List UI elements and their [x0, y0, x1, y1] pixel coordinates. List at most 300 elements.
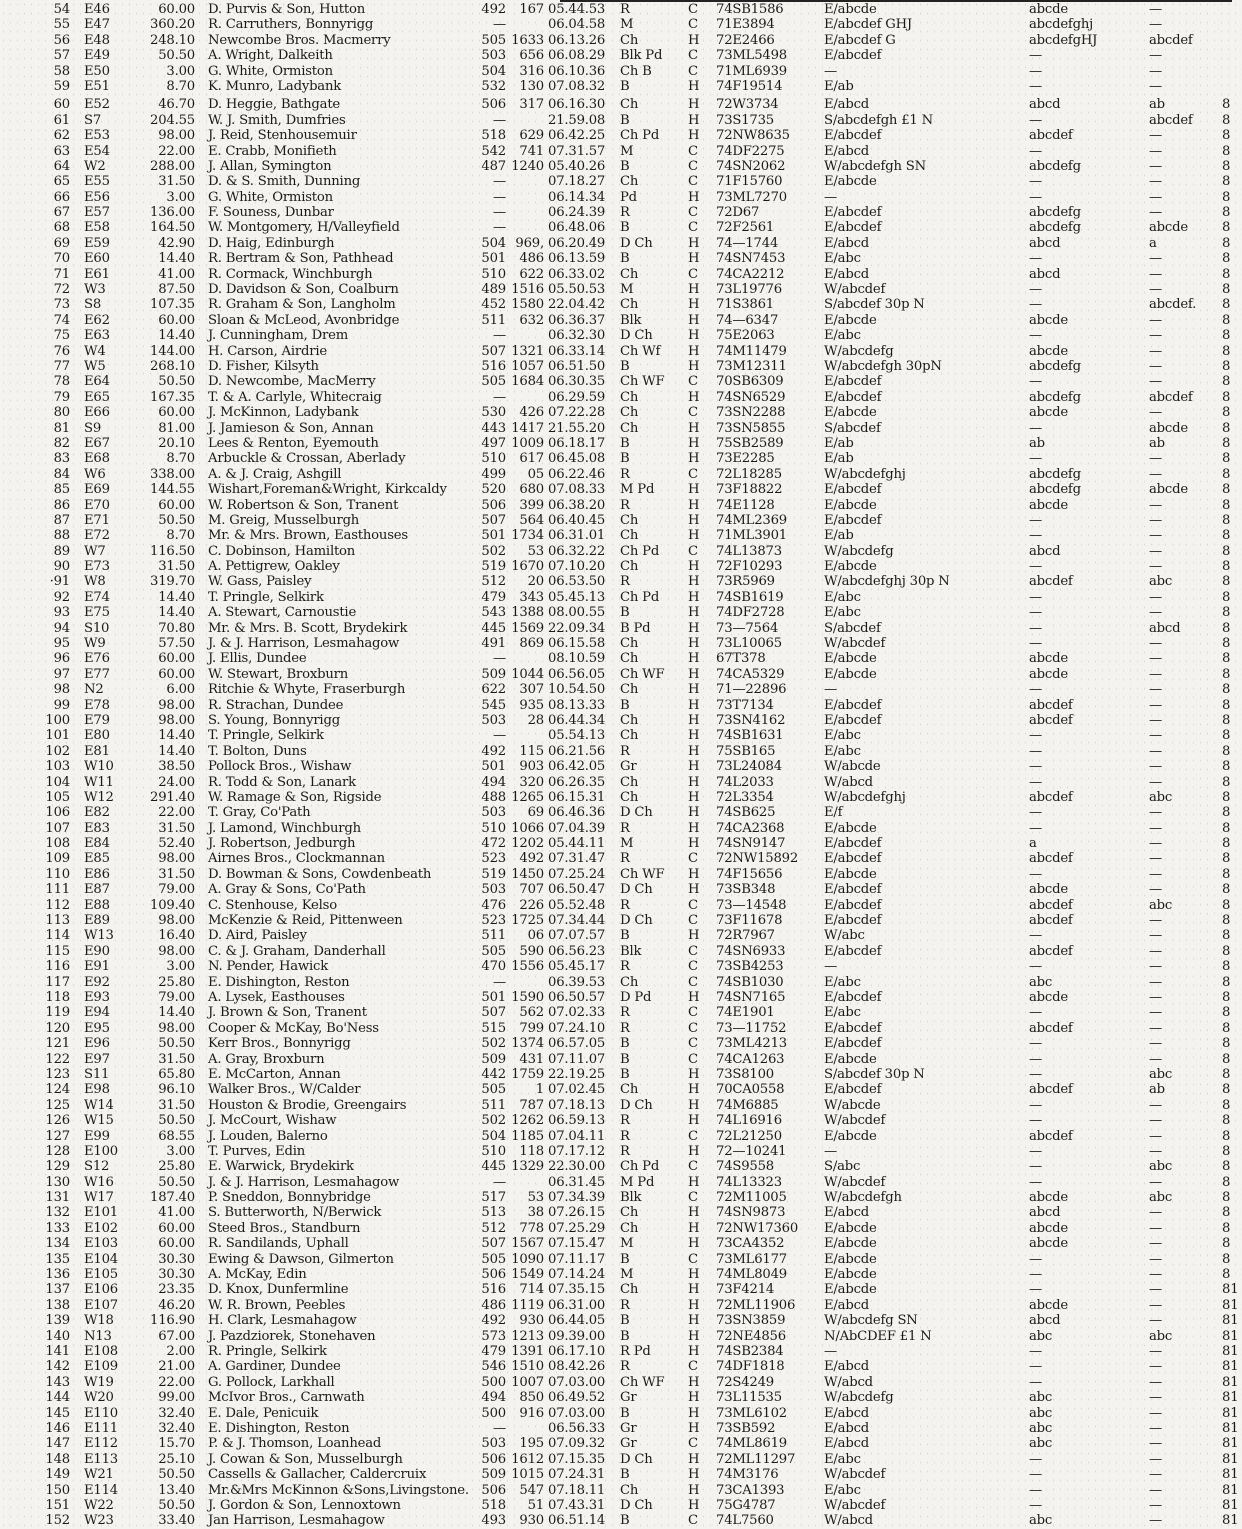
prize-amount: 116.90 — [150, 1313, 195, 1329]
pools-a: abcd — [1029, 235, 1061, 251]
sex-code: C — [688, 1251, 698, 1267]
pools-a: ab — [1029, 435, 1045, 451]
sex-code: H — [688, 1205, 700, 1221]
race-time: 07.10.20 — [548, 559, 606, 575]
race-time: 06.45.08 — [548, 451, 606, 467]
entry-pools: W/abcdef — [824, 282, 886, 298]
table-row — [0, 1175, 1232, 1190]
bird-colour: R — [620, 897, 630, 913]
pools-a: — — [1029, 959, 1042, 975]
prize-amount: 14.40 — [158, 1005, 195, 1021]
prize-amount: 107.35 — [150, 297, 195, 313]
race-time: 07.08.32 — [548, 78, 606, 94]
table-row — [0, 1374, 1239, 1390]
entry-number: 97 — [53, 666, 70, 682]
prize-amount: 268.10 — [150, 358, 195, 374]
race-time: 07.24.10 — [548, 1020, 606, 1036]
owner-location: D. Knox, Dunfermline — [208, 1282, 349, 1298]
owner-location: C. & J. Graham, Danderhall — [208, 943, 386, 959]
cut-off-value: 8 — [1222, 189, 1231, 205]
bird-colour: Blk — [620, 312, 642, 328]
prize-amount: 3.00 — [166, 63, 195, 79]
ref-code: E94 — [84, 1005, 110, 1021]
cut-off-value: 8 — [1222, 1036, 1231, 1052]
position-number: 1262 — [511, 1113, 544, 1129]
owner-location: D. Davidson & Son, Coalburn — [208, 282, 399, 298]
prize-amount: 31.50 — [158, 1051, 195, 1067]
ref-code: E111 — [84, 1420, 118, 1436]
prize-amount: 32.40 — [158, 1420, 195, 1436]
pen-number: 491 — [481, 636, 506, 652]
owner-location: A. Gray, Broxburn — [208, 1051, 325, 1067]
bird-colour: B — [620, 358, 630, 374]
table-row — [0, 728, 1232, 743]
table-row — [0, 113, 1232, 128]
bird-colour: R — [620, 959, 630, 975]
prize-amount: 31.50 — [158, 866, 195, 882]
pools-a: abcd — [1029, 1205, 1061, 1221]
race-time: 05.45.17 — [548, 959, 606, 975]
ref-code: E114 — [84, 1482, 118, 1498]
table-row — [0, 190, 1232, 205]
pools-a: abc — [1029, 1420, 1053, 1436]
pools-a: abc — [1029, 1405, 1053, 1421]
ref-code: E84 — [84, 836, 110, 852]
bird-colour: Ch — [620, 636, 639, 652]
race-time: 06.14.34 — [548, 189, 606, 205]
prize-amount: 319.70 — [150, 574, 195, 590]
prize-amount: 46.70 — [158, 97, 195, 113]
owner-location: D. Bowman & Sons, Cowdenbeath — [208, 866, 432, 882]
pools-b: — — [1149, 358, 1162, 374]
owner-location: Pollock Bros., Wishaw — [208, 759, 352, 775]
ring-number: 73F4214 — [716, 1282, 775, 1298]
ref-code: N2 — [84, 682, 104, 698]
table-row — [0, 1359, 1239, 1375]
pen-number: 500 — [481, 1405, 506, 1421]
owner-location: J. Reid, Stenhousemuir — [208, 128, 357, 144]
entry-number: 137 — [45, 1282, 70, 1298]
bird-colour: Gr — [620, 1390, 637, 1406]
table-row — [0, 790, 1232, 805]
cut-off-value: 8 — [1222, 1205, 1231, 1221]
entry-pools: E/abc — [824, 1451, 861, 1467]
entry-number: 108 — [45, 836, 70, 852]
position-number: 1090 — [511, 1251, 544, 1267]
ref-code: E64 — [84, 374, 110, 390]
pools-b: abc — [1149, 1190, 1173, 1206]
prize-amount: 50.50 — [158, 1467, 195, 1483]
pen-number: 530 — [481, 405, 506, 421]
entry-number: 61 — [53, 112, 70, 128]
prize-amount: 41.00 — [158, 1205, 195, 1221]
bird-colour: B — [620, 1051, 630, 1067]
pools-b: a — [1149, 235, 1157, 251]
ring-number: 72—10241 — [716, 1143, 787, 1159]
ref-code: E110 — [84, 1405, 118, 1421]
entry-number: 141 — [45, 1343, 70, 1359]
table-row — [0, 559, 1232, 574]
pools-b: — — [1149, 17, 1162, 33]
pools-b: ab — [1149, 97, 1165, 113]
cut-off-value: 8 — [1222, 1267, 1231, 1283]
cut-off-value: 8 — [1222, 405, 1231, 421]
position-number: 629 — [519, 128, 544, 144]
pools-b: — — [1149, 205, 1162, 221]
ring-number: 73SB592 — [716, 1420, 776, 1436]
sex-code: C — [688, 943, 698, 959]
ring-number: 75E2063 — [716, 328, 775, 344]
race-time: 06.32.22 — [548, 543, 606, 559]
entry-number: 111 — [45, 882, 70, 898]
pools-b: — — [1149, 497, 1162, 513]
ref-code: E76 — [84, 651, 110, 667]
prize-amount: 3.00 — [166, 1143, 195, 1159]
ref-code: E46 — [84, 2, 110, 17]
bird-colour: Ch — [620, 1220, 639, 1236]
owner-location: Newcombe Bros. Macmerry — [208, 32, 391, 48]
entry-pools: E/ab — [824, 435, 854, 451]
race-time: 06.44.05 — [548, 1313, 606, 1329]
pen-number: 476 — [481, 897, 506, 913]
entry-number: 152 — [45, 1513, 70, 1529]
sex-code: H — [688, 1282, 700, 1298]
pen-number: 506 — [481, 97, 506, 113]
ring-number: 71E3894 — [716, 17, 775, 33]
sex-code: H — [688, 282, 700, 298]
pen-number: 503 — [481, 712, 506, 728]
race-time: 07.14.24 — [548, 1267, 606, 1283]
owner-location: Airnes Bros., Clockmannan — [208, 851, 385, 867]
ref-code: E85 — [84, 851, 110, 867]
position-number: 1569 — [511, 620, 544, 636]
owner-location: J. McKinnon, Ladybank — [208, 405, 359, 421]
bird-colour: D Ch — [620, 1451, 653, 1467]
owner-location: Steed Bros., Standburn — [208, 1220, 361, 1236]
pen-number: 501 — [481, 528, 506, 544]
race-time: 06.04.58 — [548, 17, 606, 33]
table-row — [0, 636, 1232, 651]
bird-colour: R — [620, 466, 630, 482]
bird-colour: R — [620, 820, 630, 836]
pen-number: — — [493, 220, 506, 236]
bird-colour: M Pd — [620, 1174, 655, 1190]
entry-number: 114 — [45, 928, 70, 944]
pools-a: abcdefg — [1029, 358, 1081, 374]
pen-number: 505 — [481, 1251, 506, 1267]
entry-pools: E/abcdef — [824, 1020, 882, 1036]
race-time: 06.20.49 — [548, 235, 606, 251]
table-row — [0, 1297, 1239, 1313]
entry-pools: E/abc — [824, 974, 861, 990]
pen-number: 504 — [481, 1128, 506, 1144]
ref-code: E96 — [84, 1036, 110, 1052]
entry-number: 92 — [53, 589, 70, 605]
entry-pools: W/abcdef — [824, 636, 886, 652]
sex-code: H — [688, 1174, 700, 1190]
entry-pools: E/abcde — [824, 1128, 877, 1144]
position-number: 1321 — [511, 343, 544, 359]
entry-pools: E/f — [824, 805, 843, 821]
owner-location: W. Stewart, Broxburn — [208, 666, 349, 682]
entry-number: 132 — [45, 1205, 70, 1221]
bird-colour: Ch Pd — [620, 1159, 660, 1175]
prize-amount: 14.40 — [158, 589, 195, 605]
entry-number: 87 — [53, 512, 70, 528]
position-number: 28 — [527, 712, 544, 728]
table-row — [0, 928, 1232, 943]
pools-b: abcd — [1149, 620, 1181, 636]
sex-code: C — [688, 1359, 698, 1375]
ref-code: W10 — [84, 759, 114, 775]
pools-b: — — [1149, 1128, 1162, 1144]
ref-code: E81 — [84, 743, 110, 759]
entry-pools: W/abcd — [824, 774, 873, 790]
ring-number: 73L11535 — [716, 1390, 782, 1406]
owner-location: R. Cormack, Winchburgh — [208, 266, 373, 282]
ring-number: 74ML8619 — [716, 1436, 788, 1452]
race-time: 06.50.57 — [548, 990, 606, 1005]
pen-number: 516 — [481, 358, 506, 374]
ref-code: E71 — [84, 512, 110, 528]
pen-number: 493 — [481, 1513, 506, 1529]
table-row — [0, 959, 1232, 974]
position-number: 1213 — [511, 1328, 544, 1344]
ref-code: E60 — [84, 251, 110, 267]
pools-b: — — [1149, 605, 1162, 621]
position-number: 1202 — [511, 836, 544, 852]
sex-code: H — [688, 728, 700, 744]
prize-amount: 291.40 — [150, 789, 195, 805]
pen-number: 445 — [481, 620, 506, 636]
ref-code: W11 — [84, 774, 114, 790]
ring-number: 71S3861 — [716, 297, 774, 313]
sex-code: C — [688, 405, 698, 421]
cut-off-value: 81 — [1222, 1374, 1239, 1390]
bird-colour: M — [620, 836, 634, 852]
bird-colour: R — [620, 1143, 630, 1159]
entry-pools: W/abcdefghj — [824, 466, 906, 482]
bird-colour: B — [620, 251, 630, 267]
bird-colour: Ch — [620, 405, 639, 421]
pen-number: 516 — [481, 1282, 506, 1298]
ref-code: E78 — [84, 697, 110, 713]
entry-number: 66 — [53, 189, 70, 205]
race-time: 08.00.55 — [548, 605, 606, 621]
ref-code: E91 — [84, 959, 110, 975]
bird-colour: Ch — [620, 789, 639, 805]
cut-off-value: 81 — [1222, 1467, 1239, 1483]
ring-number: 73CA4352 — [716, 1236, 785, 1252]
sex-code: H — [688, 743, 700, 759]
ring-number: 73L24084 — [716, 759, 782, 775]
entry-number: 120 — [45, 1020, 70, 1036]
entry-number: 69 — [53, 235, 70, 251]
entry-number: 96 — [53, 651, 70, 667]
owner-location: J. & J. Harrison, Lesmahagow — [208, 1174, 400, 1190]
pen-number: 505 — [481, 374, 506, 390]
race-time: 07.15.47 — [548, 1236, 606, 1252]
pools-b: — — [1149, 866, 1162, 882]
bird-colour: Ch — [620, 712, 639, 728]
entry-pools: E/abcd — [824, 235, 870, 251]
sex-code: C — [688, 1051, 698, 1067]
entry-pools: W/abcdefghj 30p N — [824, 574, 950, 590]
prize-amount: 187.40 — [150, 1190, 195, 1206]
race-time: 06.59.13 — [548, 1113, 606, 1129]
entry-number: 124 — [45, 1082, 70, 1098]
entry-pools: E/abc — [824, 328, 861, 344]
pools-b: — — [1149, 836, 1162, 852]
table-row — [0, 1467, 1239, 1483]
entry-pools: E/abcdef — [824, 943, 882, 959]
cut-off-value: 8 — [1222, 220, 1231, 236]
sex-code: H — [688, 697, 700, 713]
pools-a: — — [1029, 1374, 1042, 1390]
race-time: 07.08.33 — [548, 482, 606, 498]
owner-location: J. Robertson, Jedburgh — [208, 836, 356, 852]
sex-code: H — [688, 1451, 700, 1467]
race-time: 08.10.59 — [548, 651, 606, 667]
owner-location: A. Lysek, Easthouses — [208, 990, 345, 1005]
race-time: 21.59.08 — [548, 112, 606, 128]
prize-amount: 20.10 — [158, 435, 195, 451]
pools-b: — — [1149, 63, 1162, 79]
owner-location: J. Cowan & Son, Musselburgh — [208, 1451, 403, 1467]
position-number: 320 — [519, 774, 544, 790]
ref-code: E77 — [84, 666, 110, 682]
ring-number: 74M11479 — [716, 343, 787, 359]
table-row — [0, 898, 1232, 913]
cut-off-value: 8 — [1222, 666, 1231, 682]
bird-colour: D Ch — [620, 805, 653, 821]
owner-location: Ewing & Dawson, Gilmerton — [208, 1251, 394, 1267]
pools-b: — — [1149, 959, 1162, 975]
race-time: 06.44.34 — [548, 712, 606, 728]
bird-colour: B — [620, 1513, 630, 1529]
sex-code: H — [688, 112, 700, 128]
pools-b: — — [1149, 697, 1162, 713]
pools-b: — — [1149, 1390, 1162, 1406]
ref-code: W9 — [84, 636, 106, 652]
pools-a: — — [1029, 1467, 1042, 1483]
bird-colour: B — [620, 1313, 630, 1329]
entry-number: 104 — [45, 774, 70, 790]
pen-number: 506 — [481, 1451, 506, 1467]
sex-code: C — [688, 1036, 698, 1052]
position-number: 1374 — [511, 1036, 544, 1052]
ref-code: E79 — [84, 712, 110, 728]
table-row — [0, 33, 1232, 48]
entry-number: 112 — [45, 897, 70, 913]
pools-b: — — [1149, 1005, 1162, 1021]
pen-number: 505 — [481, 943, 506, 959]
owner-location: J. Cunningham, Drem — [208, 328, 348, 344]
cut-off-value: 81 — [1222, 1343, 1239, 1359]
ref-code: E108 — [84, 1343, 118, 1359]
bird-colour: Ch WF — [620, 374, 665, 390]
position-number: 1734 — [511, 528, 544, 544]
bird-colour: R — [620, 1128, 630, 1144]
pools-a: abcdef — [1029, 1020, 1073, 1036]
entry-pools: E/abc — [824, 743, 861, 759]
table-row — [0, 97, 1232, 112]
position-number: 869 — [519, 636, 544, 652]
ring-number: 74SB1619 — [716, 589, 784, 605]
position-number: 916 — [519, 1405, 544, 1421]
entry-number: 94 — [53, 620, 70, 636]
ring-number: 74SN6529 — [716, 389, 786, 405]
prize-amount: 38.50 — [158, 759, 195, 775]
ring-number: 73SB4253 — [716, 959, 784, 975]
position-number: 1391 — [511, 1343, 544, 1359]
entry-number: 90 — [53, 559, 70, 575]
owner-location: E. Crabb, Monifieth — [208, 143, 337, 159]
pen-number: 510 — [481, 266, 506, 282]
cut-off-value: 8 — [1222, 866, 1231, 882]
position-number: 741 — [519, 143, 544, 159]
sex-code: H — [688, 189, 700, 205]
table-row — [0, 867, 1232, 882]
entry-pools: E/abcde — [824, 651, 877, 667]
bird-colour: Blk — [620, 1190, 642, 1206]
ref-code: S12 — [84, 1159, 110, 1175]
cut-off-value: 8 — [1222, 312, 1231, 328]
entry-number: 144 — [45, 1390, 70, 1406]
bird-colour: B — [620, 928, 630, 944]
entry-pools: E/ab — [824, 451, 854, 467]
ref-code: E73 — [84, 559, 110, 575]
ref-code: E54 — [84, 143, 110, 159]
bird-colour: B — [620, 158, 630, 174]
ref-code: S9 — [84, 420, 102, 436]
pools-a: — — [1029, 820, 1042, 836]
ring-number: 74ML2369 — [716, 512, 788, 528]
ring-number: 72NW17360 — [716, 1220, 799, 1236]
prize-amount: 8.70 — [166, 528, 195, 544]
entry-number: 93 — [53, 605, 70, 621]
pools-a: abcde — [1029, 1190, 1068, 1206]
pools-a: abc — [1029, 974, 1053, 990]
position-number: 53 — [527, 1190, 544, 1206]
pen-number: 501 — [481, 251, 506, 267]
sex-code: C — [688, 2, 698, 17]
ref-code: E90 — [84, 943, 110, 959]
owner-location: J. & J. Harrison, Lesmahagow — [208, 636, 400, 652]
bird-colour: Ch — [620, 651, 639, 667]
entry-number: 83 — [53, 451, 70, 467]
ring-number: 70SB6309 — [716, 374, 784, 390]
pools-b: — — [1149, 759, 1162, 775]
table-row — [0, 159, 1232, 174]
pools-b: — — [1149, 589, 1162, 605]
ring-number: 74F15656 — [716, 866, 783, 882]
entry-pools: E/abcd — [824, 97, 870, 113]
prize-amount: 22.00 — [158, 805, 195, 821]
ring-number: 72L3354 — [716, 789, 774, 805]
ring-number: 73SN3859 — [716, 1313, 786, 1329]
pen-number: 518 — [481, 128, 506, 144]
pools-b: — — [1149, 943, 1162, 959]
prize-amount: 25.10 — [158, 1451, 195, 1467]
sex-code: H — [688, 1328, 700, 1344]
pen-number: 499 — [481, 466, 506, 482]
prize-amount: 360.20 — [150, 17, 195, 33]
race-time: 06.24.39 — [548, 205, 606, 221]
owner-location: T. Pringle, Selkirk — [208, 728, 324, 744]
table-row — [0, 1513, 1239, 1529]
pools-b: abc — [1149, 574, 1173, 590]
